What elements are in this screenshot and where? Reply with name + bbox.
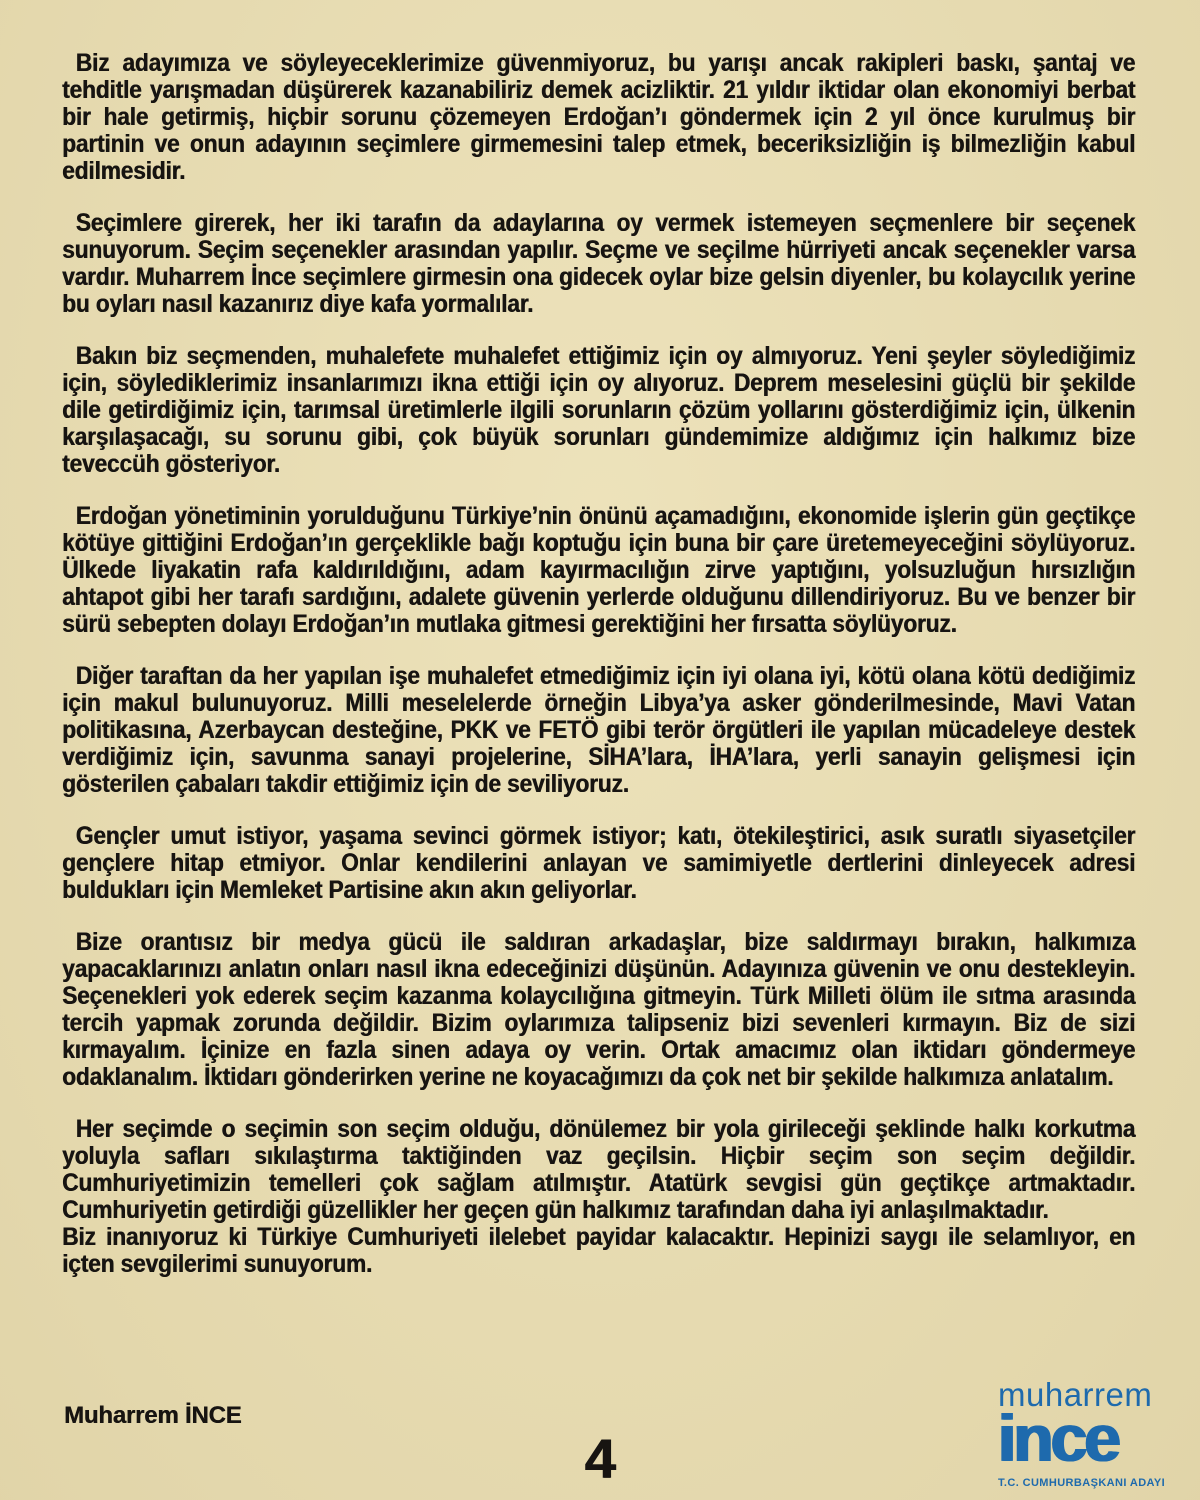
paragraph: Erdoğan yönetiminin yorulduğunu Türkiye’nin önünü açamadığını, ekonomide işlerin gün geçtikçe kötüye gittiğini Erdoğan’ın gerçeklikle bağı koptuğu için buna bir çare üretemeyeceğini söylüyoruz. Ülkede liyakatin rafa kaldırıldığını, adam kayırmacılığın zirve yaptığını, yolsuzluğun hırsızlığın ahtapot gibi her tarafı sardığını, adalete güvenin yerlerde olduğunu dillendiriyoruz. Bu ve benzer bir sürü sebepten dolayı Erdoğan’ın mutlaka gitmesi gerektiğini her fırsatta söylüyoruz. (62, 502, 1136, 638)
paragraph: Bize orantısız bir medya gücü ile saldıran arkadaşlar, bize saldırmayı bırakın, halkımıza yapacaklarınızı anlatın onları nasıl ikna edeceğinizi düşünün. Adayınıza güvenin ve onu destekleyin. Seçenekleri yok ederek seçim kazanma kolaycılığına gitmeyin. Türk Milleti ölüm ile sıtma arasında tercih yapmak zorunda değildir. Bizim oylarımıza talipseniz bizi sevenleri kırmayın. Biz de sizi kırmayalım. İçinize en fazla sinen adaya oy verin. Ortak amacımız olan iktidarı göndermeye odaklanalım. İktidarı gönderirken yerine ne koyacağımızı da çok net bir şekilde halkımıza anlatalım. (62, 928, 1136, 1091)
page-number: 4 (584, 1427, 616, 1490)
logo-tagline: T.C. CUMHURBAŞKANI ADAYI (998, 1477, 1166, 1489)
logo-last-name: ince (998, 1401, 1119, 1475)
signature: Muharrem İNCE (64, 1402, 242, 1429)
candidate-logo (998, 1376, 1166, 1489)
paragraph: Diğer taraftan da her yapılan işe muhalefet etmediğimiz için iyi olana iyi, kötü olana kötü dediğimiz için makul bulunuyoruz. Milli meselelerde örneğin Libya’ya asker gönderilmesinde, Mavi Vatan politikasına, Azerbaycan desteğine, PKK ve FETÖ gibi terör örgütleri ile yapılan mücadeleye destek verdiğimiz için, savunma sanayi projelerine, SİHA’lara, İHA’lara, yerli sanayin gelişmesi için gösterilen çabaları takdir ettiğimiz için de seviliyoruz. (62, 662, 1136, 798)
paragraph: Her seçimde o seçimin son seçim olduğu, dönülemez bir yola girileceği şeklinde halkı korkutma yoluyla safları sıkılaştırma taktiğinden vaz geçilsin. Hiçbir seçim son seçim değildir. Cumhuriyetimizin temelleri çok sağlam atılmıştır. Atatürk sevgisi gün geçtikçe artmaktadır. Cumhuriyetin getirdiği güzellikler her geçen gün halkımız tarafından daha iyi anlaşılmaktadır. (62, 1115, 1136, 1224)
body-text (62, 50, 1135, 1303)
paragraph: Biz adayımıza ve söyleyeceklerimize güvenmiyoruz, bu yarışı ancak rakipleri baskı, şantaj ve tehditle yarışmadan düşürerek kazanabiliriz demek acizliktir. 21 yıldır iktidar olan ekonomiyi berbat bir hale getirmiş, hiçbir sorunu çözemeyen Erdoğan’ı göndermek için 2 yıl önce kurulmuş bir partinin ve onun adayının seçimlere girmemesini talep etmek, beceriksizliğin iş bilmezliğin kabul edilmesidir. (62, 49, 1136, 185)
paragraph: Biz inanıyoruz ki Türkiye Cumhuriyeti ilelebet payidar kalacaktır. Hepinizi saygı ile selamlıyor, en içten sevgilerimi sunuyorum. (62, 1223, 1136, 1278)
paragraph: Seçimlere girerek, her iki tarafın da adaylarına oy vermek istemeyen seçmenlere bir seçenek sunuyorum. Seçim seçenekler arasından yapılır. Seçme ve seçilme hürriyeti ancak seçenekler varsa vardır. Muharrem İnce seçimlere girmesin ona gidecek oylar bize gelsin diyenler, bu kolaycılık yerine bu oyları nasıl kazanırız diye kafa yormalılar. (62, 209, 1136, 318)
paragraph: Gençler umut istiyor, yaşama sevinci görmek istiyor; katı, ötekileştirici, asık suratlı siyasetçiler gençlere hitap etmiyor. Onlar kendilerini anlayan ve samimiyetle dertlerini dinleyecek adresi buldukları için Memleket Partisine akın akın geliyorlar. (62, 822, 1136, 904)
paragraph: Bakın biz seçmenden, muhalefete muhalefet ettiğimiz için oy almıyoruz. Yeni şeyler söylediğimiz için, söylediklerimiz insanlarımızı ikna ettiği için oy alıyoruz. Deprem meselesini güçlü bir şekilde dile getirdiğimiz için, tarımsal üretimlerle ilgili sorunların çözüm yollarını gösterdiğimiz için, ülkenin karşılaşacağı, su sorunu gibi, çok büyük sorunları gündemimize aldığımız için halkımız bize teveccüh gösteriyor. (62, 342, 1136, 478)
logo-first-name: muharrem (998, 1376, 1153, 1413)
